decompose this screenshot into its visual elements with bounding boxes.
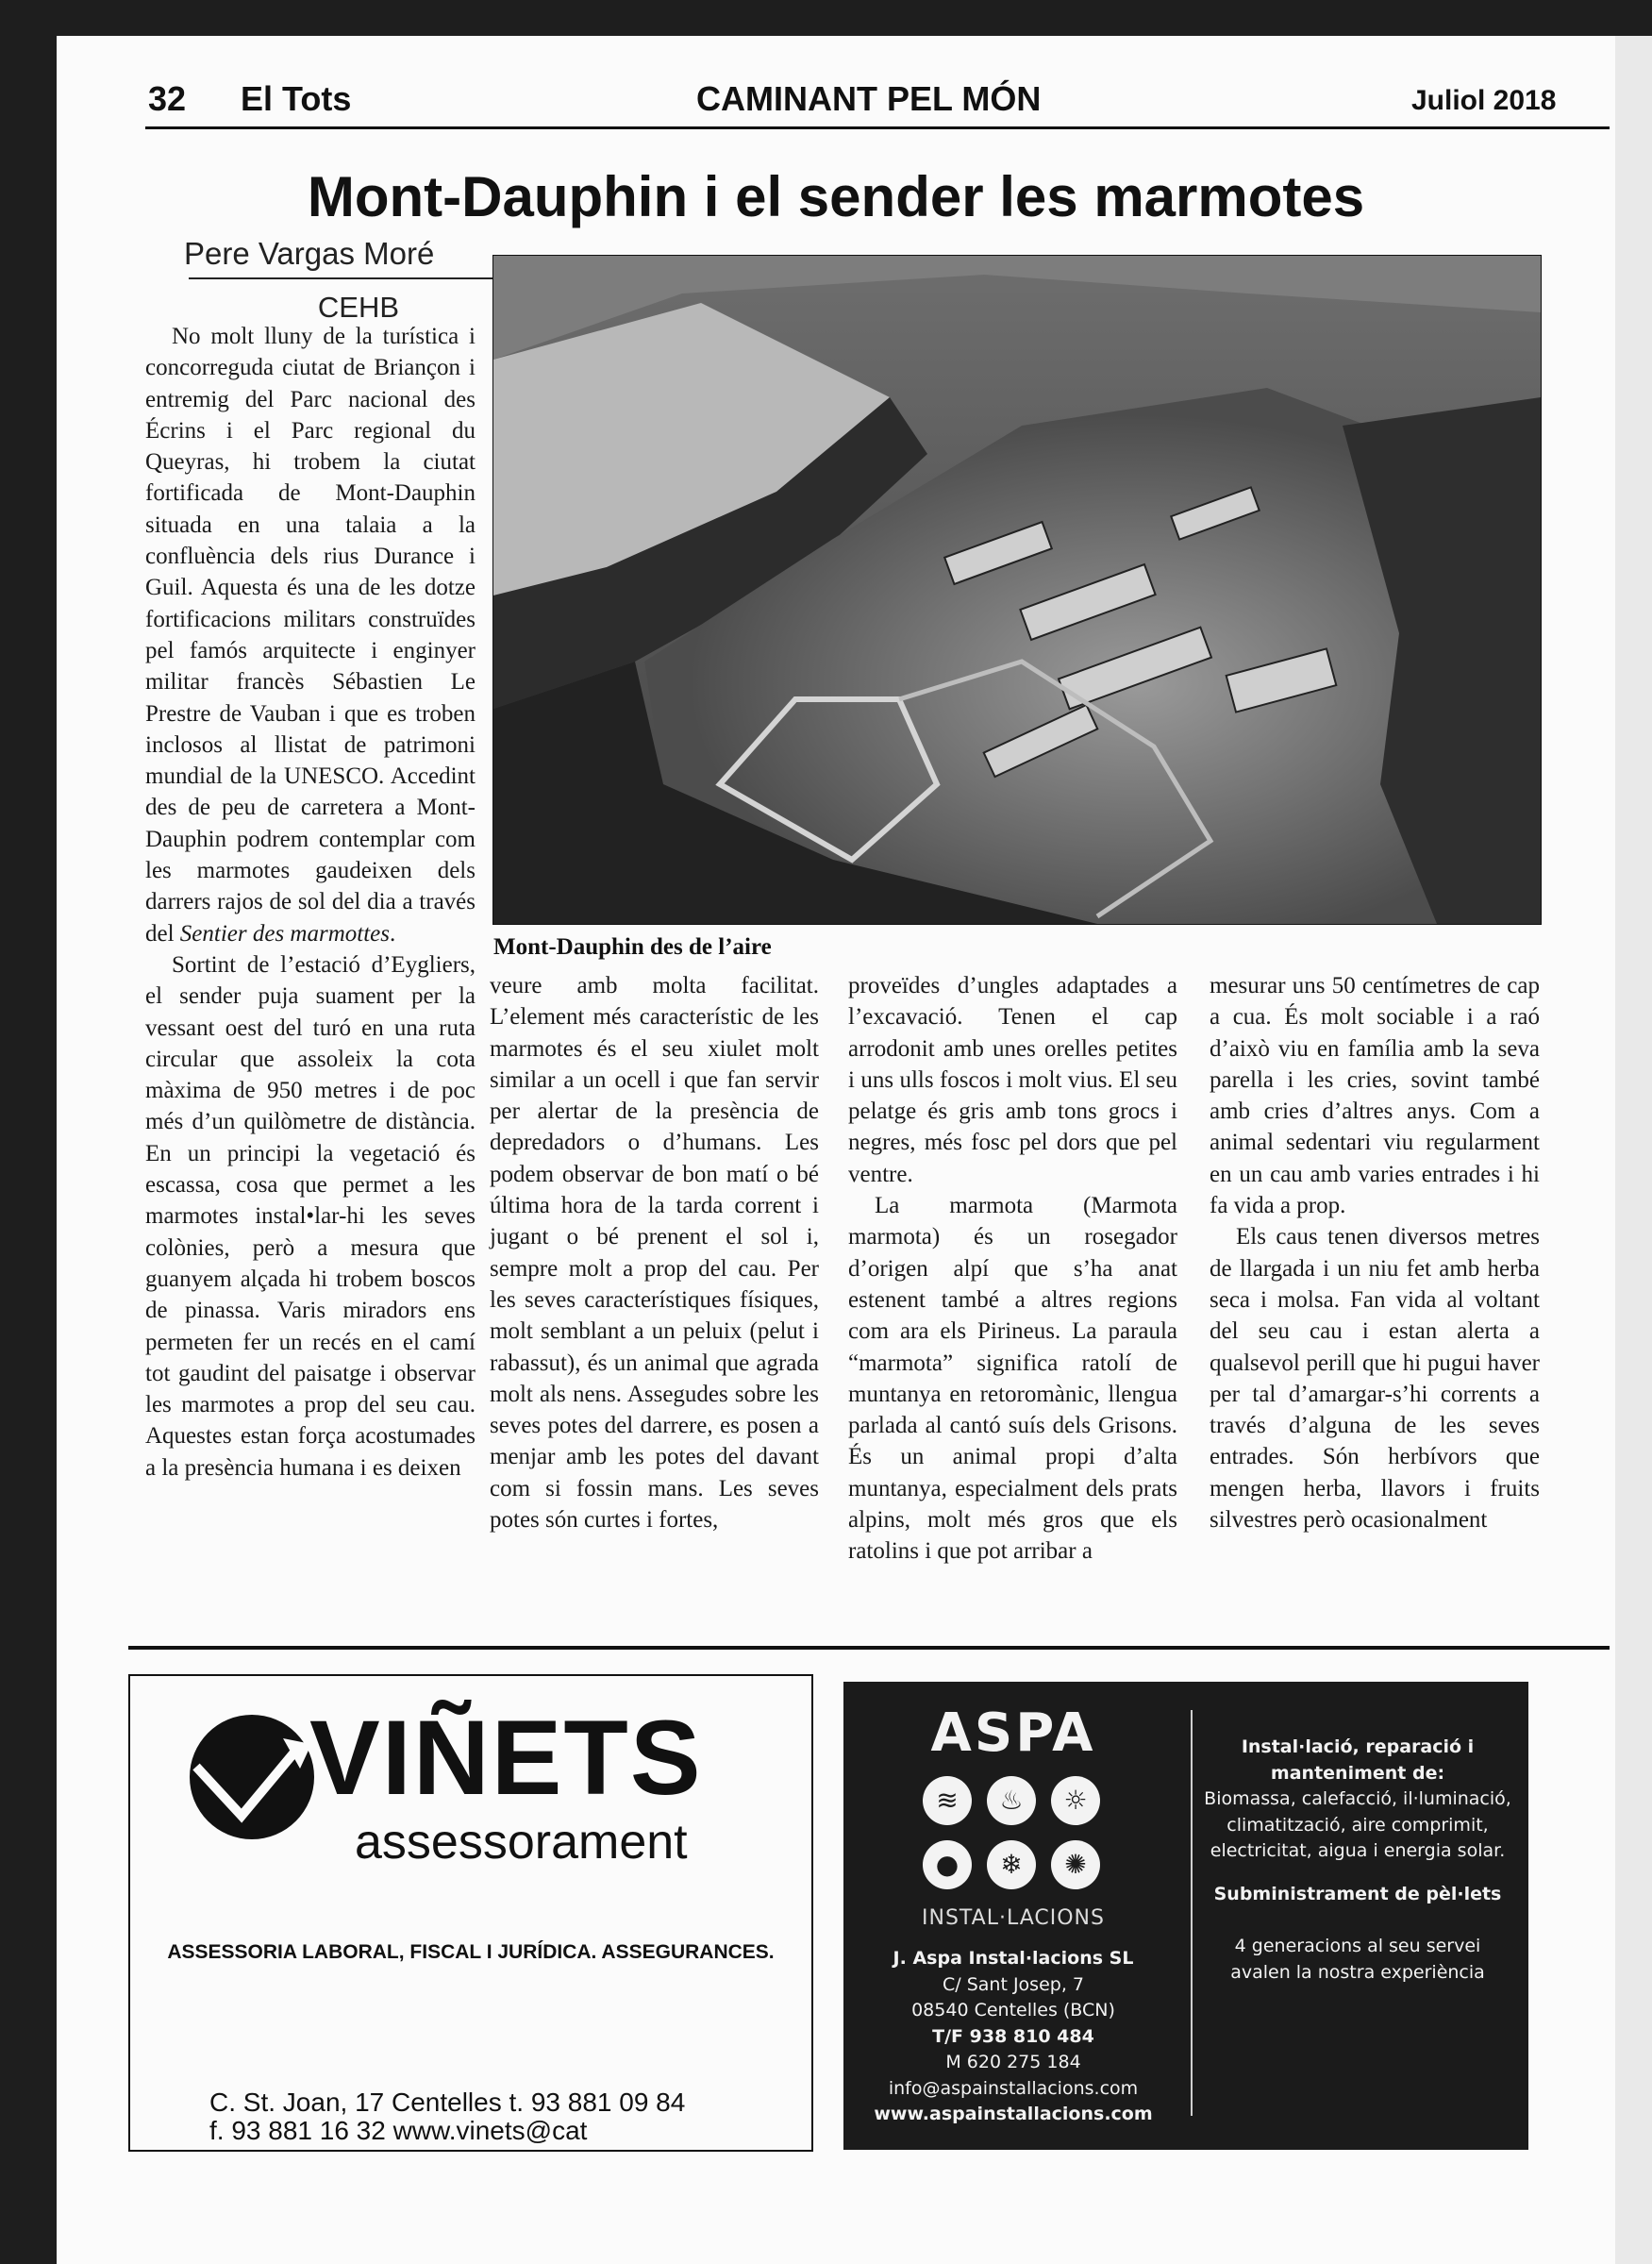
aspa-address-city: 08540 Centelles (BCN) bbox=[911, 2000, 1115, 2021]
author-organization: CEHB bbox=[317, 291, 400, 324]
article-column-4 bbox=[1210, 970, 1540, 1535]
flame-icon: ♨ bbox=[987, 1776, 1036, 1825]
article-paragraph: mesurar uns 50 centímetres de cap a cua. És molt sociable i a raó d’això viu en família amb la seva parella i les cries, sovint també amb cries d’altres anys. Com a animal sedentari viu regularment en un cau amb varies entrades i hi fa vida a prop. bbox=[1210, 973, 1540, 1219]
heat-icon: ≋ bbox=[923, 1776, 972, 1825]
vinets-services: ASSESSORIA LABORAL, FISCAL I JURÍDICA. ASSEGURANCES. bbox=[167, 1941, 775, 1963]
article-paragraph: Els caus tenen diversos metres de llargada i un niu fet amb herba seca i molsa. Fan vida al voltant del seu cau i estan alerta a qualsevol perill que hi pugui haver per tal d’amargar-s’hi corrents a través d’alguna de les seves entrades. Són herbívors que mengen herba, llavors i fruits silvestres però ocasionalment bbox=[1210, 1224, 1540, 1534]
aspa-tagline: 4 generacions al seu servei avalen la nostra experiència bbox=[1230, 1936, 1485, 1983]
aspa-email: info@aspainstallacions.com bbox=[888, 2077, 1139, 2099]
article-paragraph: veure amb molta facilitat. L’element més característic de les marmotes és el seu xiulet molt similar a un ocell i que fan servir per alertar de la presència de depredadors o d’humans. Les podem observar de bon matí o bé última hora de la tarda corrent i jugant o bé prenent el sol i, sempre molt a prop del cau. Per les seves característiques físiques, molt semblant a un peluix (pelut i rabassut), és un animal que agrada molt als nens. Assegudes sobre les seves potes del darrere, es posen a menjar amb les potes del davant com si fossin mans. Les seves potes són curtes i fortes, bbox=[490, 973, 819, 1534]
aspa-brand: ASPA bbox=[930, 1702, 1096, 1764]
aspa-address-street: C/ Sant Josep, 7 bbox=[943, 1973, 1084, 1995]
paragraph-text: No molt lluny de la turística i concorreguda ciutat de Briançon i entremig del Parc nacional des Écrins i el Parc regional du Queyras, hi trobem la ciutat fortificada de Mont-Dauphin situada en una talaia a la confluència dels rius Durance i Guil. Aquesta és una de les dotze fortificacions militars construïdes pel famós arquitecte i enginyer militar francès Sébastien Le Prestre de Vauban i que es troben inclosos al llistat de patrimoni mundial de la UNESCO. Accedint des de peu de carretera a Mont-Dauphin podrem contemplar com les marmotes gaudeixen dels darrers rajos de sol del dia a través del bbox=[145, 324, 476, 947]
page-number: 32 bbox=[148, 79, 187, 118]
article-author: Pere Vargas Moré bbox=[184, 236, 435, 271]
paragraph-end: . bbox=[390, 920, 396, 947]
bulb-icon: ☼ bbox=[1051, 1776, 1100, 1825]
aerial-photo-illustration bbox=[493, 256, 1541, 924]
sun-icon: ✺ bbox=[1051, 1840, 1100, 1889]
issue-date: Juliol 2018 bbox=[1411, 85, 1557, 116]
article-paragraph: La marmota (Marmota marmota) és un rosegador d’origen alpí que s’ha anat estenent també a altres regions com ara els Pirineus. La paraula “marmota” significa ratolí de muntanya en retoromànic, llengua parlada al cantó suís dels Grisons. És un animal propi d’alta muntanya, especialment dels prats alpins, molt més gros que els ratolins i que pot arribar a bbox=[848, 1193, 1177, 1565]
fortress-aerial-photo bbox=[492, 255, 1542, 925]
newspaper-page bbox=[57, 36, 1615, 2264]
publication-name: El Tots bbox=[241, 79, 352, 118]
aspa-services-list: Biomassa, calefacció, il·luminació, climatització, aire comprimit, electricitat, aigua i energia solar. bbox=[1204, 1788, 1511, 1861]
article-column-2 bbox=[490, 970, 819, 1535]
aspa-services-block bbox=[1202, 1735, 1513, 1986]
vinets-advertisement bbox=[128, 1674, 813, 2152]
aspa-phone: T/F 938 810 484 bbox=[932, 2025, 1094, 2047]
check-circle-logo-icon bbox=[185, 1710, 319, 1844]
article-paragraph: Sortint de l’estació d’Eygliers, el sender puja suament per la vessant oest del turó en una ruta circular que assoleix la cota màxima de 950 metres i de poc més d’un quilòmetre de distància. En un principi la vegetació és escassa, cosa que permet a les marmotes instal•lar-hi les seves colònies, però a mesura que guanyem alçada hi trobem boscos de pinassa. Varis miradors ens permeten fer un recés en el camí tot gaudint del paisatge i observar les marmotes a prop del seu cau. Aquestes estan força acostumades a la presència humana i es deixen bbox=[145, 951, 476, 1481]
section-title: CAMINANT PEL MÓN bbox=[696, 79, 1042, 118]
photo-caption: Mont-Dauphin des de l’aire bbox=[493, 934, 772, 960]
article-column-1 bbox=[145, 321, 476, 1484]
aspa-mobile: M 620 275 184 bbox=[945, 2052, 1081, 2072]
author-rule bbox=[189, 277, 528, 279]
ads-divider bbox=[128, 1646, 1610, 1650]
next-page-edge bbox=[1615, 36, 1652, 2264]
header-rule bbox=[145, 126, 1610, 129]
aspa-pellets-title: Subministrament de pèl·lets bbox=[1213, 1883, 1502, 1904]
article-column-3 bbox=[848, 970, 1177, 1568]
aspa-divider bbox=[1191, 1710, 1193, 2116]
article-paragraph: proveïdes d’ungles adaptades a l’excavació. Tenen el cap arrodonit amb unes orelles petites i uns ulls foscos i molt vius. El seu pelatge és gris amb tons grocs i negres, més fosc pel dors que pel ventre. bbox=[848, 973, 1177, 1187]
snowflake-icon: ❄ bbox=[987, 1840, 1036, 1889]
aspa-services-title: Instal·lació, reparació i manteniment de: bbox=[1241, 1736, 1475, 1784]
aspa-company: J. Aspa Instal·lacions SL bbox=[893, 1948, 1134, 1969]
vinets-contact-address: C. St. Joan, 17 Centelles t. 93 881 09 84 bbox=[209, 2088, 686, 2117]
vinets-brand: VIÑETS bbox=[309, 1699, 703, 1817]
aspa-website: www.aspainstallacions.com bbox=[874, 2104, 1153, 2124]
vinets-tagline: assessorament bbox=[355, 1815, 688, 1870]
article-title: Mont-Dauphin i el sender les marmotes bbox=[307, 165, 1365, 228]
water-drop-icon: ● bbox=[923, 1840, 972, 1889]
aspa-contact-block bbox=[843, 1946, 1183, 2128]
aspa-advertisement bbox=[843, 1682, 1528, 2150]
aspa-subtitle: INSTAL·LACIONS bbox=[922, 1906, 1105, 1930]
trail-name: Sentier des marmottes bbox=[179, 920, 390, 947]
vinets-contact-web: f. 93 881 16 32 www.vinets@cat bbox=[209, 2116, 588, 2145]
article-paragraph bbox=[145, 321, 476, 949]
